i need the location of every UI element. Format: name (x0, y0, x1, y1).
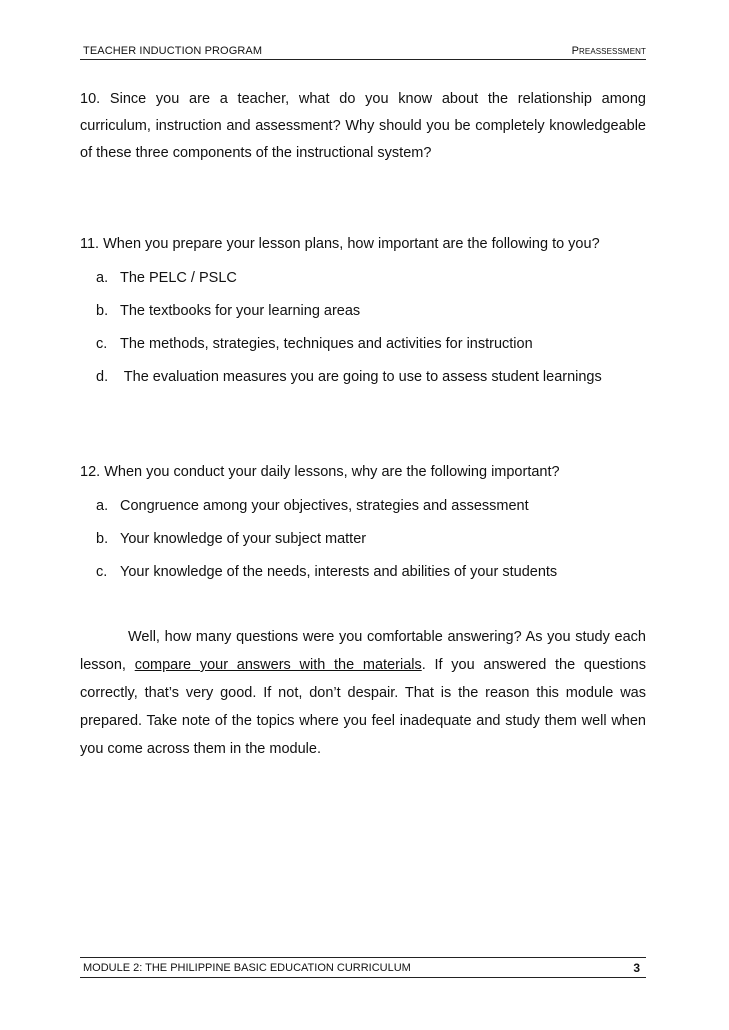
question-10-number: 10. (80, 91, 101, 107)
page-footer (80, 952, 646, 976)
list-item (80, 331, 646, 364)
closing-text-after: . If you answered the questions correctly, that’s very good. If not, don’t despair. That is the reason this module was prepared. Take note of the topics where you feel inadequate and study them well when you come across them in the module. (80, 657, 646, 757)
question-10-text: Since you are a teacher, what do you know about the relationship among curriculum, instruction and assessment? Why should you be completely knowledgeable of these three components of the instructional system? (80, 91, 647, 161)
question-12-text: When you conduct your daily lessons, why are the following important? (104, 464, 560, 480)
item-letter: b. (96, 531, 109, 547)
list-item (80, 364, 646, 397)
item-text: The evaluation measures you are going to use to assess student learnings (120, 369, 602, 385)
item-text: Your knowledge of the needs, interests and abilities of your students (120, 564, 558, 580)
list-item (80, 559, 646, 592)
question-11-text: When you prepare your lesson plans, how important are the following to you? (103, 236, 600, 252)
footer-module-title: MODULE 2: THE PHILIPPINE BASIC EDUCATION CURRICULUM (83, 962, 411, 974)
page-number: 3 (633, 961, 640, 975)
question-12-items (80, 493, 646, 592)
list-item (80, 265, 646, 298)
item-text: The methods, strategies, techniques and activities for instruction (120, 336, 533, 352)
item-text: The textbooks for your learning areas (120, 303, 361, 319)
question-11 (80, 231, 646, 397)
header-rule (80, 59, 646, 60)
page-header (80, 40, 646, 60)
item-letter: c. (96, 336, 108, 352)
question-12-number: 12. (80, 464, 101, 480)
header-section-title: Preassessment (571, 45, 646, 57)
question-11-items (80, 265, 646, 397)
question-11-number: 11. (80, 236, 100, 252)
item-letter: a. (96, 270, 109, 286)
closing-text-before: Well, how many questions were you comfortable answering? As you study each lesson, (80, 629, 646, 673)
item-text: Your knowledge of your subject matter (120, 531, 367, 547)
item-letter: a. (96, 498, 109, 514)
closing-underlined-phrase: compare your answers with the materials (134, 657, 422, 673)
footer-rule-bottom (80, 977, 646, 978)
question-12 (80, 459, 646, 592)
header-program-title: TEACHER INDUCTION PROGRAM (83, 45, 263, 57)
item-text: Congruence among your objectives, strategies and assessment (120, 498, 529, 514)
list-item (80, 493, 646, 526)
item-text: The PELC / PSLC (120, 270, 237, 286)
question-10 (80, 86, 646, 167)
list-item (80, 298, 646, 331)
item-letter: c. (96, 564, 108, 580)
list-item (80, 526, 646, 559)
item-letter: b. (96, 303, 109, 319)
closing-paragraph (80, 623, 646, 763)
footer-rule-top (80, 957, 646, 958)
item-letter: d. (96, 369, 109, 385)
